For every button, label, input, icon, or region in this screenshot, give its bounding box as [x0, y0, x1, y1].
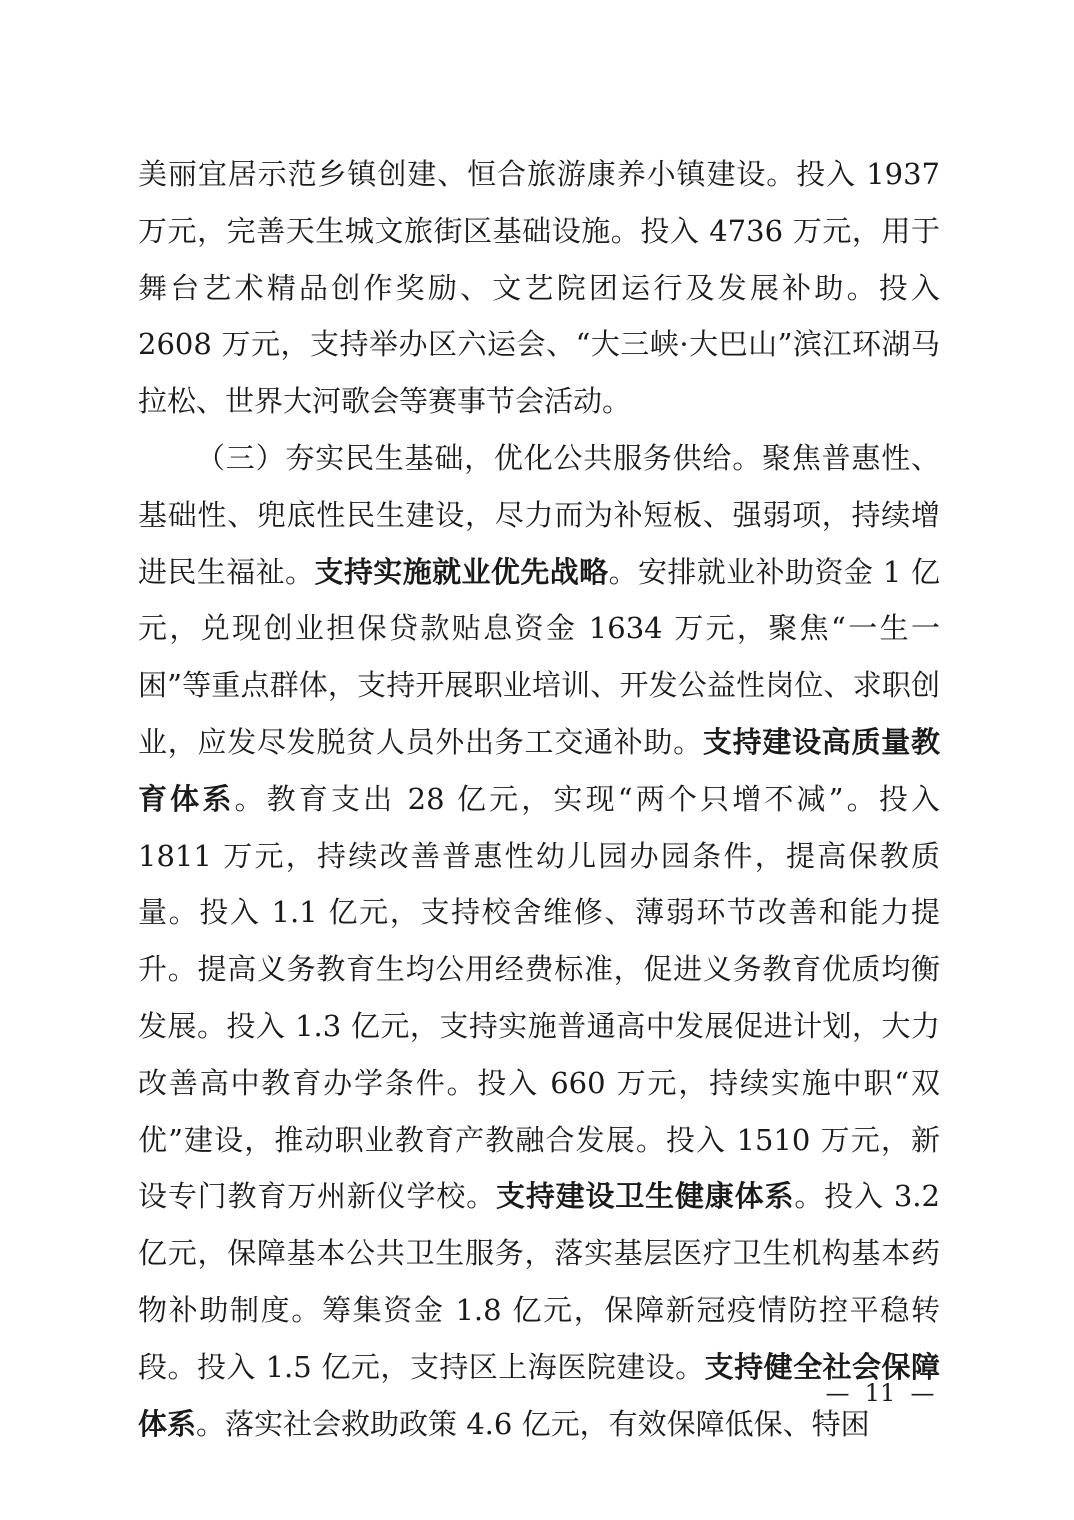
education-title: 支持建设高质量教育体系	[138, 724, 940, 816]
social-security-title: 支持健全社会保障体系	[138, 1349, 940, 1441]
section-intro: 聚焦普惠性、基础性、兜底性民生建设，尽力而为补短板、强弱项，持续增进民生福祉。	[138, 440, 940, 589]
employment-text: 。安排就业补助资金 1 亿元，兑现创业担保贷款贴息资金 1634 万元，聚焦“一生一困”等重点群体，支持开展职业培训、开发公益性岗位、求职创业，应发尽发脱贫人员外出务工交通补助。	[138, 554, 940, 759]
page-number: — 11 —	[825, 1379, 935, 1407]
employment-title: 支持实施就业优先战略	[314, 554, 609, 589]
education-text: 。教育支出 28 亿元，实现“两个只增不减”。投入 1811 万元，持续改善普惠性幼儿园办园条件，提高保教质量。投入 1.1 亿元，支持校舍维修、薄弱环节改善和能力提升。提高义务教育生均公用经费标准，促进义务教育优质均衡发展。投入 1.3 亿元，支持实施普通高中发展促进计划，大力改善高中教育办学条件。投入 660 万元，持续实施中职“双优”建设，推动职业教育产教融合发展。投入 1510 万元，新设专门教育万州新仪学校。	[138, 781, 940, 1214]
paragraph-livelihood	[138, 430, 940, 1452]
health-title: 支持建设卫生健康体系	[495, 1179, 795, 1214]
social-security-text: 。落实社会救助政策 4.6 亿元，有效保障低保、特困	[196, 1406, 870, 1441]
section-heading: （三）夯实民生基础，优化公共服务供给。	[196, 440, 763, 475]
paragraph-culture-tourism: 美丽宜居示范乡镇创建、恒合旅游康养小镇建设。投入 1937 万元，完善天生城文旅街区基础设施。投入 4736 万元，用于舞台艺术精品创作奖励、文艺院团运行及发展补助。投入 2608 万元，支持举办区六运会、“大三峡·大巴山”滨江环湖马拉松、世界大河歌会等赛事节会活动。	[138, 157, 940, 419]
health-text: 。投入 3.2 亿元，保障基本公共卫生服务，落实基层医疗卫生机构基本药物补助制度。筹集资金 1.8 亿元，保障新冠疫情防控平稳转段。投入 1.5 亿元，支持区上海医院建设。	[138, 1179, 940, 1384]
body-text	[138, 146, 940, 1452]
